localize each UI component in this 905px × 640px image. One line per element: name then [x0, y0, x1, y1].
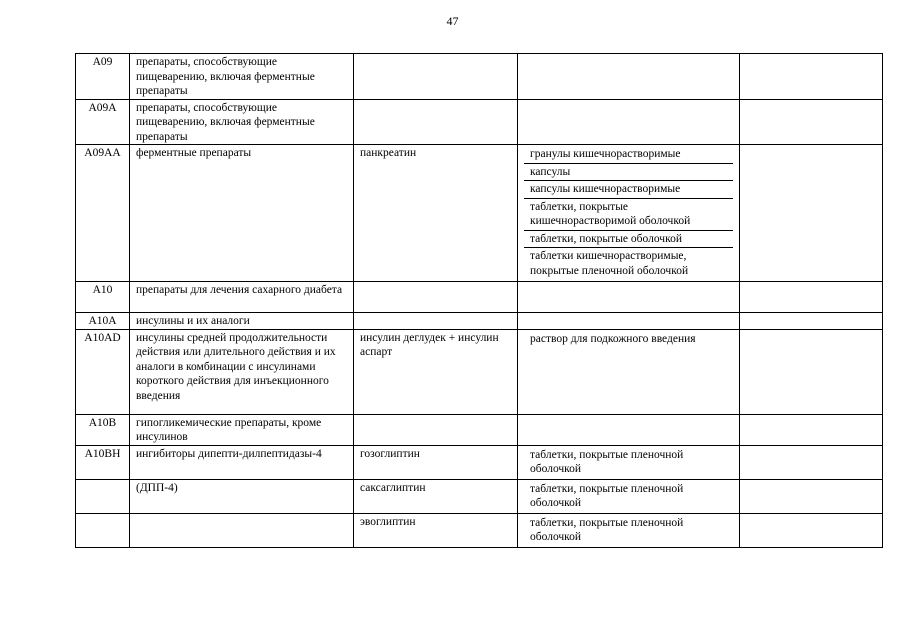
drug-name-cell: гозоглиптин: [354, 445, 518, 479]
table-row: [76, 329, 883, 414]
dosage-forms-cell: [518, 145, 740, 282]
dosage-form-item: [524, 55, 733, 57]
atc-code-cell: A10A: [76, 313, 130, 330]
group-name-cell: (ДПП-4): [130, 479, 354, 513]
atc-code-cell: A10BH: [76, 445, 130, 479]
atc-code-cell: A09AA: [76, 145, 130, 282]
notes-cell: [740, 313, 883, 330]
atc-code-cell: A10B: [76, 414, 130, 445]
dosage-form-item: [524, 101, 733, 103]
dosage-forms-cell: [518, 329, 740, 414]
notes-cell: [740, 445, 883, 479]
dosage-forms-cell: [518, 479, 740, 513]
drug-name-cell: [354, 414, 518, 445]
notes-cell: [740, 54, 883, 100]
dosage-form-item: капсулы: [524, 164, 733, 182]
drug-name-cell: [354, 54, 518, 100]
table-row: [76, 99, 883, 145]
notes-cell: [740, 99, 883, 145]
dosage-form-item: капсулы кишечнорастворимые: [524, 181, 733, 199]
drug-name-cell: [354, 313, 518, 330]
page-number: 47: [446, 14, 459, 28]
table-row: [76, 513, 883, 547]
atc-code-cell: [76, 513, 130, 547]
drug-name-cell: эвоглиптин: [354, 513, 518, 547]
dosage-forms-cell: [518, 513, 740, 547]
dosage-form-item: [524, 283, 733, 285]
dosage-form-item: таблетки, покрытые пленочной оболочкой: [530, 482, 684, 509]
dosage-forms-cell: [518, 414, 740, 445]
dosage-forms-cell: [518, 445, 740, 479]
notes-cell: [740, 414, 883, 445]
table-row: [76, 313, 883, 330]
dosage-form-item: раствор для подкожного введения: [530, 332, 696, 345]
group-name-cell: инсулины средней продолжительности действия или длительного действия и их аналоги в комбинации с инсулинами короткого действия для инъекционного введения: [130, 329, 354, 414]
atc-code-cell: A09A: [76, 99, 130, 145]
table-row: [76, 414, 883, 445]
notes-cell: [740, 145, 883, 282]
group-name-cell: гипогликемические препараты, кроме инсулинов: [130, 414, 354, 445]
dosage-form-item: таблетки, покрытые пленочной оболочкой: [530, 516, 684, 543]
notes-cell: [740, 479, 883, 513]
table-row: [76, 445, 883, 479]
table-row: [76, 54, 883, 100]
group-name-cell: препараты, способствующие пищеварению, включая ферментные препараты: [130, 54, 354, 100]
group-name-cell: ферментные препараты: [130, 145, 354, 282]
atc-code-cell: [76, 479, 130, 513]
dosage-form-item: таблетки кишечнорастворимые, покрытые пленочной оболочкой: [530, 250, 689, 277]
group-name-cell: ингибиторы дипепти-дилпептидазы-4: [130, 445, 354, 479]
atc-drug-table: [75, 53, 883, 548]
dosage-forms-cell: [518, 282, 740, 313]
drug-name-cell: [354, 99, 518, 145]
drug-name-cell: [354, 282, 518, 313]
group-name-cell: [130, 513, 354, 547]
dosage-forms-cell: [518, 99, 740, 145]
table-body: [76, 54, 883, 548]
notes-cell: [740, 329, 883, 414]
atc-code-cell: A10: [76, 282, 130, 313]
atc-code-cell: A09: [76, 54, 130, 100]
dosage-forms-cell: [518, 313, 740, 330]
dosage-forms-cell: [518, 54, 740, 100]
dosage-form-item: таблетки, покрытые кишечнорастворимой оболочкой: [524, 199, 733, 231]
dosage-form-item: таблетки, покрытые пленочной оболочкой: [530, 448, 684, 475]
dosage-form-item: [524, 416, 733, 418]
table-row: [76, 282, 883, 313]
drug-name-cell: инсулин деглудек + инсулин аспарт: [354, 329, 518, 414]
group-name-cell: препараты, способствующие пищеварению, включая ферментные препараты: [130, 99, 354, 145]
table-row: [76, 479, 883, 513]
table-row: [76, 145, 883, 282]
group-name-cell: инсулины и их аналоги: [130, 313, 354, 330]
dosage-form-item: гранулы кишечнорастворимые: [524, 146, 733, 164]
notes-cell: [740, 513, 883, 547]
group-name-cell: препараты для лечения сахарного диабета: [130, 282, 354, 313]
notes-cell: [740, 282, 883, 313]
dosage-form-item: [524, 314, 733, 316]
atc-code-cell: A10AD: [76, 329, 130, 414]
drug-name-cell: панкреатин: [354, 145, 518, 282]
drug-name-cell: саксаглиптин: [354, 479, 518, 513]
dosage-form-item: таблетки, покрытые оболочкой: [524, 231, 733, 249]
